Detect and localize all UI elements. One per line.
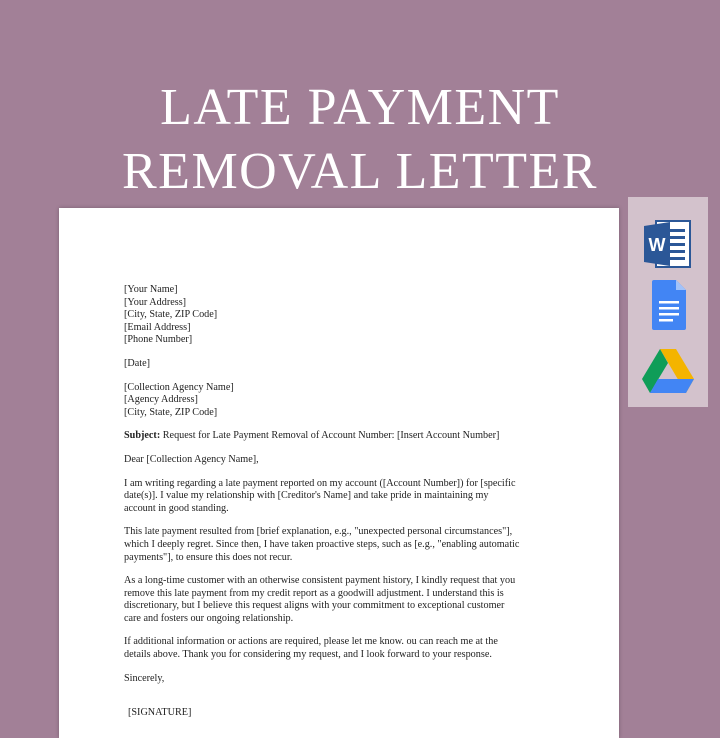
paragraph-line: care and fosters our ongoing relationship. — [124, 612, 294, 624]
paragraph-line: remove this late payment from my credit report as a goodwill adjustment. I understand this is — [124, 587, 504, 599]
recipient-line: [Agency Address] — [124, 394, 198, 406]
format-icons-panel — [628, 197, 708, 407]
letter-document — [59, 208, 619, 738]
salutation: Dear [Collection Agency Name], — [124, 453, 259, 465]
title-line-2: REMOVAL LETTER — [122, 143, 598, 200]
paragraph-line: details above. Thank you for considering my request, and I look forward to your response. — [124, 649, 492, 661]
subject-text: Request for Late Payment Removal of Account Number: [Insert Account Number] — [160, 430, 500, 442]
paragraph-line: I am writing regarding a late payment reported on my account ([Account Number]) for [specific — [124, 477, 516, 489]
recipient-line: [Collection Agency Name] — [124, 381, 234, 393]
paragraph-1 — [124, 478, 564, 516]
paragraph-line: If additional information or actions are required, please let me know. ou can reach me at the — [124, 636, 498, 648]
letter-date: [Date] — [124, 357, 151, 369]
sender-line: [City, State, ZIP Code] — [124, 309, 218, 321]
paragraph-line: discretionary, but I believe this request aligns with your commitment to exceptional customer — [124, 600, 505, 612]
paragraph-line: which I deeply regret. Since then, I have taken proactive steps, such as [e.g., "enabling automatic — [124, 538, 520, 550]
closing: Sincerely, — [124, 672, 165, 684]
paragraph-line: date(s)]. I value my relationship with [Creditor's Name] and take pride in maintaining my — [124, 490, 489, 502]
subject-label: Subject: — [124, 430, 161, 442]
google-docs-icon[interactable] — [638, 277, 698, 333]
recipient-block — [124, 382, 564, 420]
letter-body — [124, 284, 564, 720]
paragraph-3 — [124, 575, 564, 625]
paragraph-line: payments"], to ensure this does not recur. — [124, 551, 293, 563]
page-title — [0, 76, 720, 204]
paragraph-4 — [124, 636, 564, 661]
paragraph-line: account in good standing. — [124, 502, 229, 514]
sender-line: [Your Address] — [124, 296, 187, 308]
paragraph-2 — [124, 526, 564, 564]
sender-line: [Your Name] — [124, 284, 178, 295]
sender-line: [Phone Number] — [124, 334, 193, 346]
paragraph-line: As a long-time customer with an otherwise consistent payment history, I kindly request that you — [124, 575, 516, 587]
google-drive-icon[interactable] — [638, 343, 698, 399]
sender-line: [Email Address] — [124, 321, 191, 333]
paragraph-line: This late payment resulted from [brief explanation, e.g., "unexpected personal circumstances"], — [124, 526, 513, 538]
recipient-line: [City, State, ZIP Code] — [124, 406, 218, 418]
signature: [SIGNATURE] — [128, 707, 192, 719]
word-icon[interactable] — [638, 217, 698, 273]
title-line-1: LATE PAYMENT — [160, 79, 560, 136]
sender-block — [124, 284, 564, 347]
subject-line — [124, 430, 564, 443]
svg-text:W: W — [648, 235, 666, 255]
